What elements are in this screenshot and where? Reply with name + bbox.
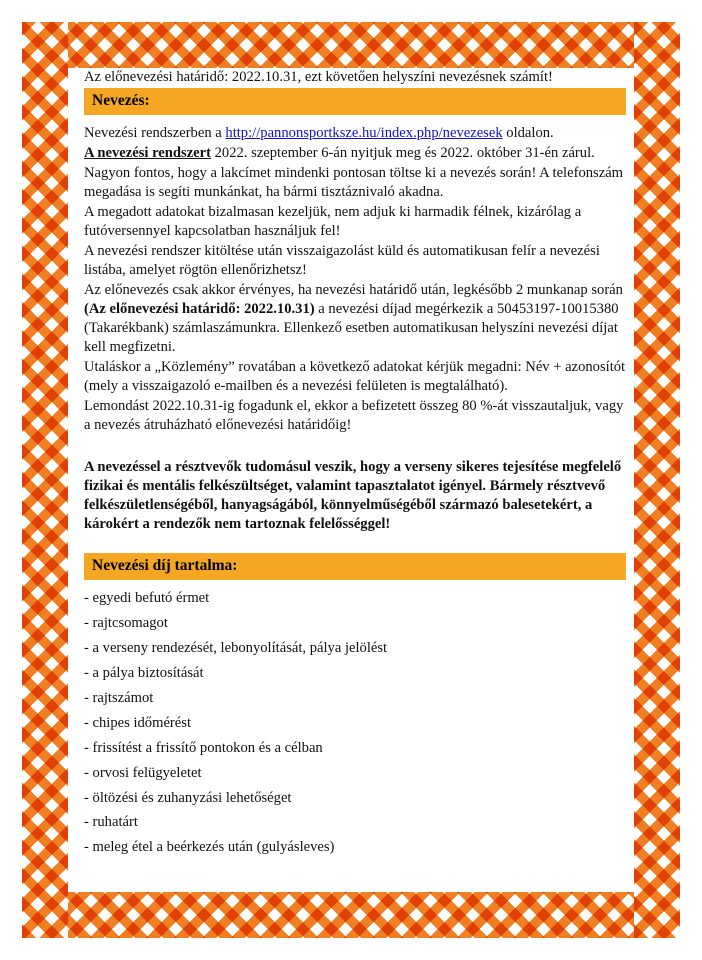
address-importance-paragraph: Nagyon fontos, hogy a lakcímet mindenki pontosan töltse ki a nevezés során! A telefonszám megadása is segíti munkánkat, ha bármi tisztáznivaló akadna. (84, 165, 624, 201)
payment-validity-part-b: a nevezési díjad megérkezik a 50453197-10015380 (Takarékbank) számlaszámunkra. Ellenkező esetben automatikusan helyszíni nevezési díjat kell megfizetni. (84, 300, 619, 355)
deadline-notice: Az előnevezési határidő: 2022.10.31, ezt követően helyszíni nevezésnek számít! (84, 69, 553, 85)
list-item: - egyedi befutó érmet (84, 589, 626, 608)
document-body (84, 68, 626, 863)
list-item: - öltözési és zuhanyzási lehetőséget (84, 789, 626, 808)
list-item: - frissítést a frissítő pontokon és a célban (84, 739, 626, 758)
registration-system-line (84, 124, 626, 143)
transfer-note-paragraph: Utaláskor a „Közlemény” rovatában a következő adatokat kérjük megadni: Név + azonosítót (mely a visszaigazoló e-mailben és a nevezési felületen is megtalálható). (84, 358, 626, 394)
registration-system-link[interactable]: http://pannonsportksze.hu/index.php/nevezesek (225, 125, 503, 142)
list-item: - rajtcsomagot (84, 614, 626, 633)
section-heading-dij: Nevezési díj tartalma: (84, 553, 626, 580)
decorative-border-top (22, 22, 680, 68)
spacer (84, 448, 626, 458)
decorative-border-left (22, 22, 68, 938)
payment-deadline-bold: (Az előnevezési határidő: 2022.10.31) (84, 300, 315, 317)
spacer-2 (84, 535, 626, 553)
list-item: - a pálya biztosítását (84, 664, 626, 683)
list-item: - rajtszámot (84, 689, 626, 708)
list-item: - a verseny rendezését, lebonyolítását, pálya jelölést (84, 639, 626, 658)
data-privacy-paragraph: A megadott adatokat bizalmasan kezeljük, nem adjuk ki harmadik félnek, kizárólag a futóversennyel kapcsolatban használjuk fel! (84, 203, 582, 239)
cancellation-paragraph: Lemondást 2022.10.31-ig fogadunk el, ekkor a befizetett összeg 80 %-át visszautaljuk, vagy a nevezés átruházható előnevezési határidőig! (84, 397, 624, 433)
registration-system-text-after: oldalon. (502, 125, 554, 142)
payment-validity-part-a: Az előnevezés csak akkor érvényes, ha nevezési határidő után, legkésőbb 2 munkanap során (84, 281, 623, 298)
decorative-border-right (634, 22, 680, 938)
section-heading-nevezes: Nevezés: (84, 88, 626, 115)
page-content-area (68, 68, 634, 892)
fee-inclusions-list (84, 589, 626, 858)
list-item: - chipes időmérést (84, 714, 626, 733)
registration-window-rest: 2022. szeptember 6-án nyitjuk meg és 2022. október 31-én zárul. (210, 145, 595, 162)
payment-validity-paragraph (84, 281, 626, 357)
registration-window-underlined: A nevezési rendszert (84, 145, 211, 162)
list-item: - ruhatárt (84, 813, 626, 832)
list-item: - orvosi felügyeletet (84, 764, 626, 783)
liability-disclaimer: A nevezéssel a résztvevők tudomásul veszik, hogy a verseny sikeres tejesítése megfelelő fizikai és mentális felkészültséget, valamint tapasztalatot igényel. Bármely résztvevő felkészületlenségéből, hanyagságából, könnyelműségéből származó balesetekért, a károkért a rendezők nem tartoznak felelősséggel! (84, 458, 622, 533)
list-item: - meleg étel a beérkezés után (gulyásleves) (84, 838, 626, 857)
section-nevezes-body (84, 124, 626, 435)
registration-window-line (84, 144, 626, 163)
decorative-border-bottom (22, 892, 680, 938)
registration-system-text-before: Nevezési rendszerben a (84, 125, 226, 142)
confirmation-paragraph: A nevezési rendszer kitöltése után visszaigazolást küld és automatikusan felír a nevezési listába, amelyet rögtön ellenőrizhetsz! (84, 242, 600, 278)
